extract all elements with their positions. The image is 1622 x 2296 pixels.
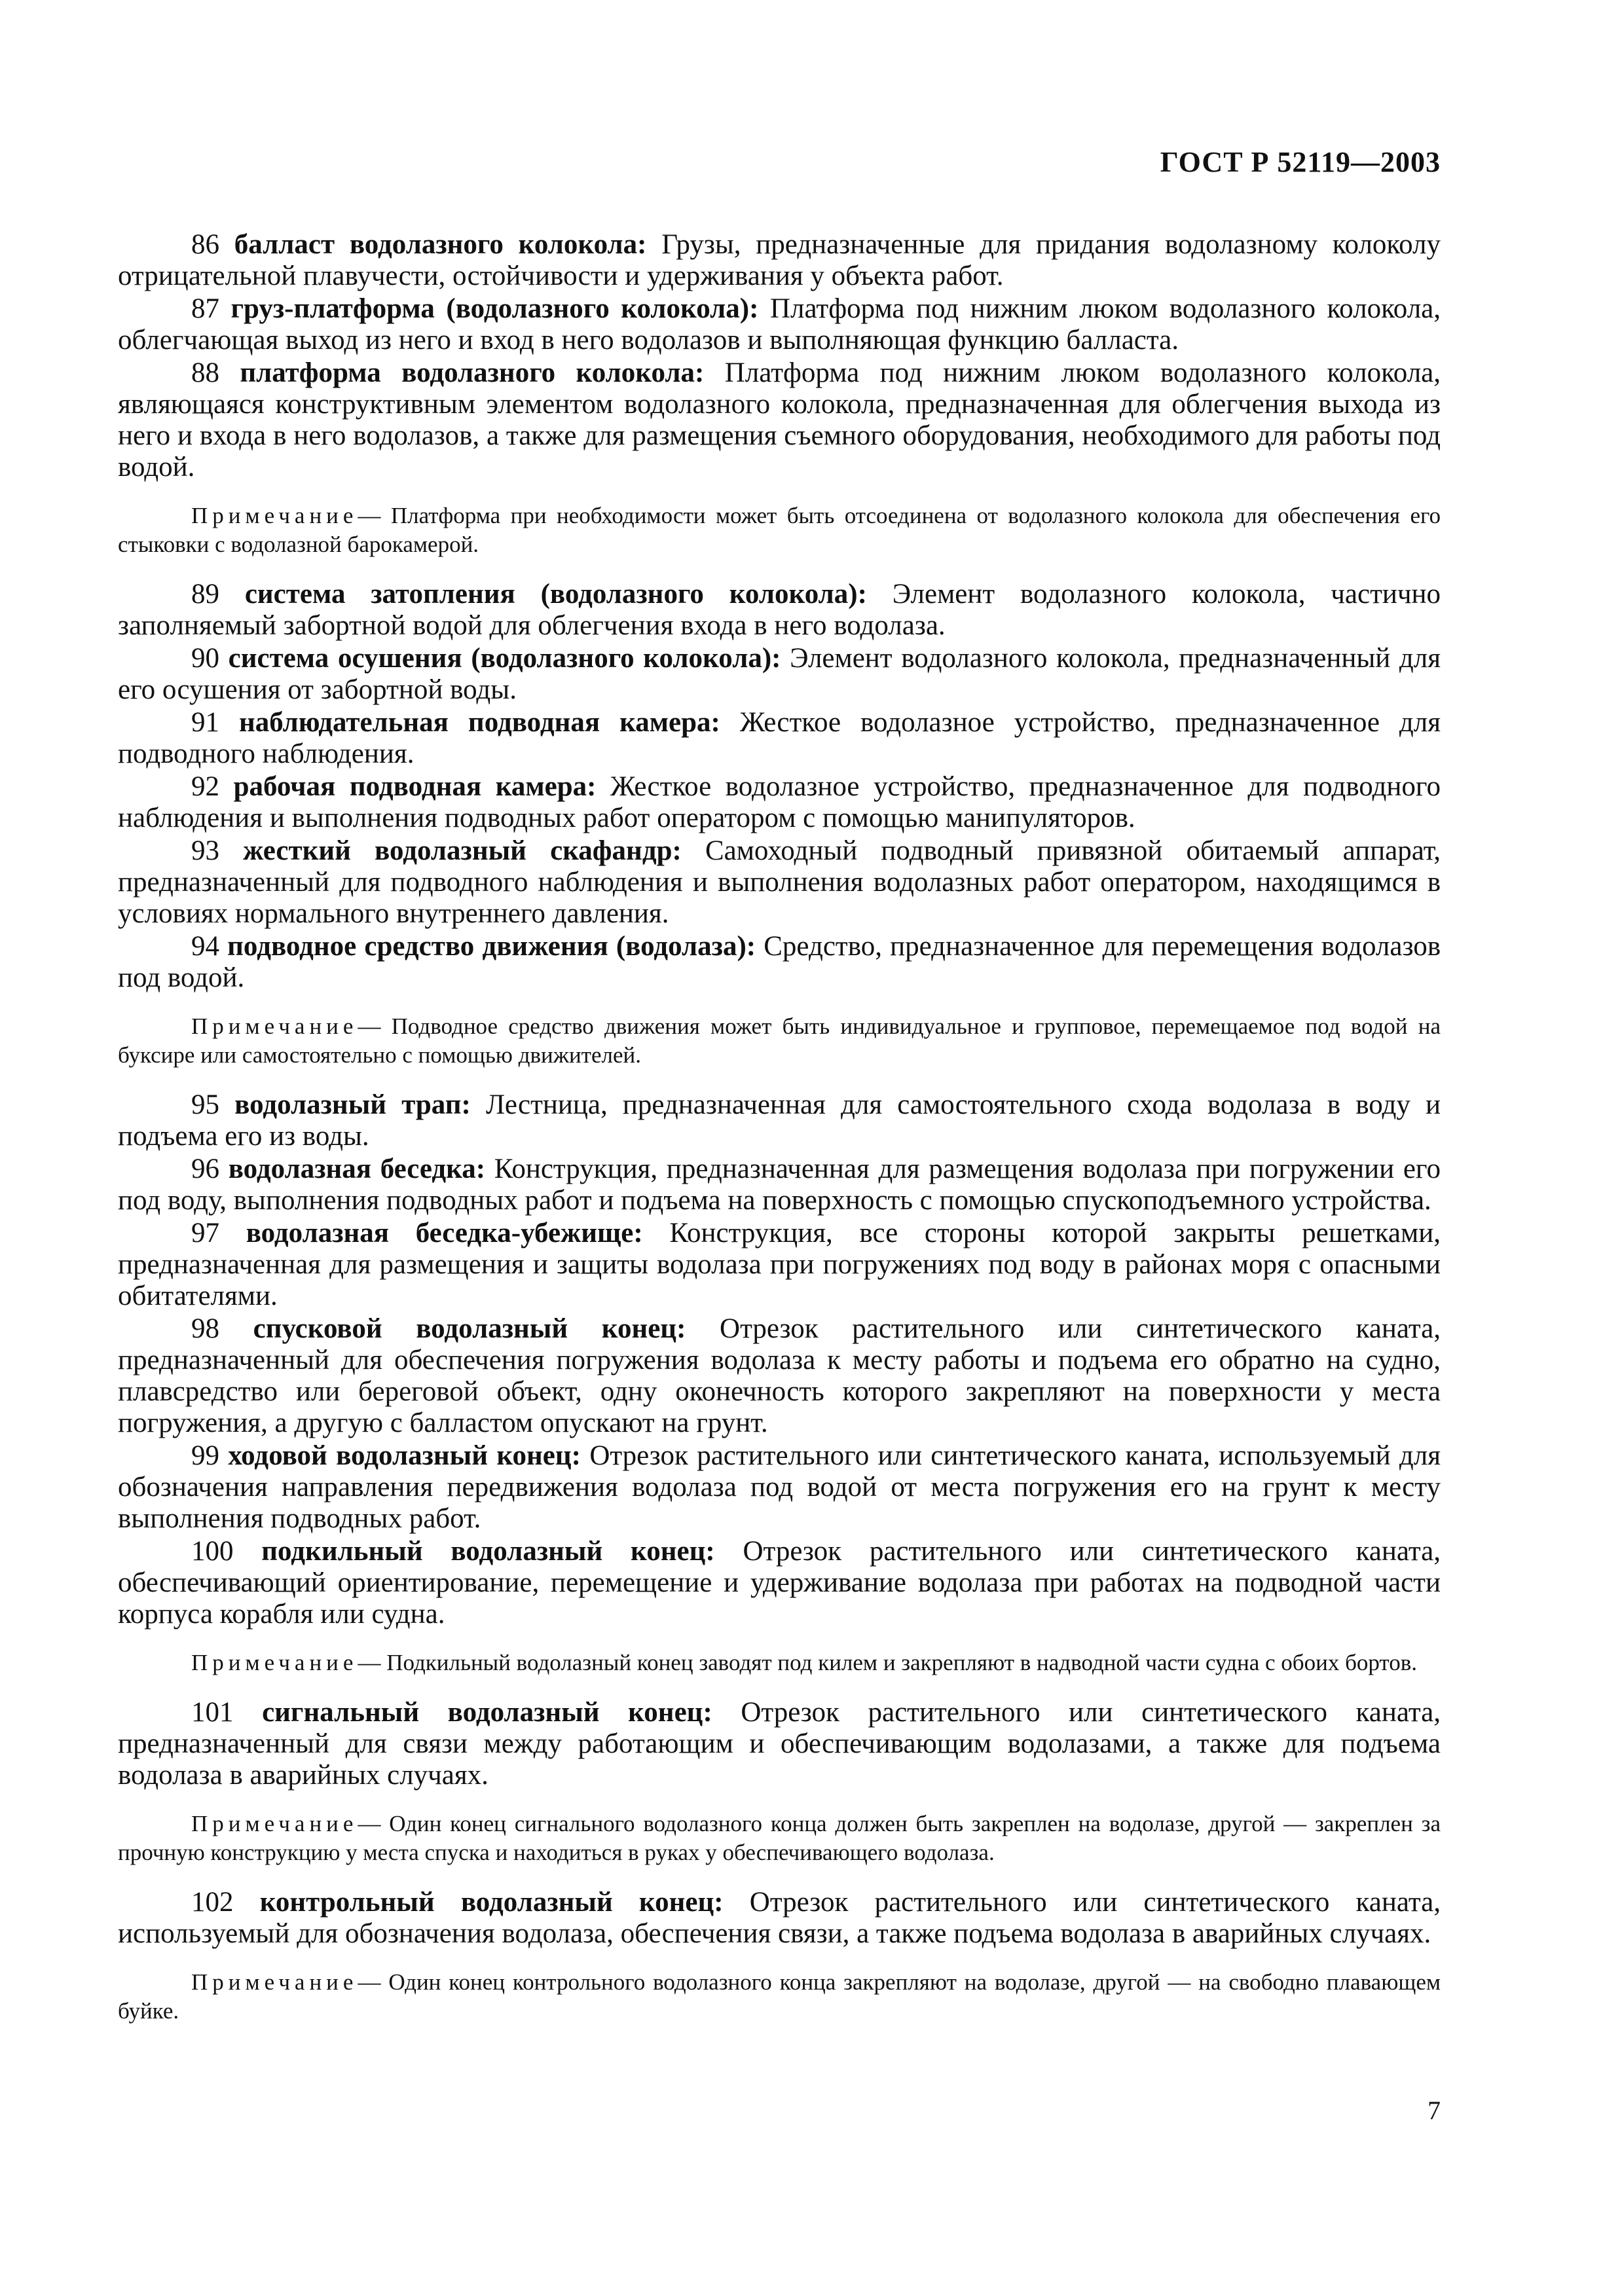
term-number: 87 [191,293,219,324]
term-number: 101 [191,1697,234,1728]
term-number: 93 [191,835,219,866]
term-number: 94 [191,931,219,962]
term-definition: Отрезок растительного или синтетического каната, используемый для обозначения направления передвижения водолаза под водой от места погружения его на грунт к месту выполнения подводных работ. [118,1440,1441,1534]
term-name: подкильный водолазный конец: [261,1536,715,1567]
note-label: Примечание [191,1650,358,1675]
term-entry-95 [118,1089,1441,1152]
term-entry-93 [118,835,1441,930]
term-name: водолазная беседка-убежище: [246,1218,643,1248]
note-text: — Один конец сигнального водолазного конца должен быть закреплен на водолазе, другой — закреплен за прочную конструкцию у места спуска и находиться в руках у обеспечивающего водолаза. [118,1811,1441,1865]
term-name: жесткий водолазный скафандр: [243,835,682,866]
term-definition: Грузы, предназначенные для придания водолазному колоколу отрицательной плавучести, остойчивости и удерживания у объекта работ. [118,229,1441,291]
term-number: 99 [191,1440,219,1471]
term-entry-102 [118,1887,1441,1950]
term-entry-87 [118,293,1441,356]
term-name: контрольный водолазный конец: [259,1887,724,1918]
term-number: 91 [191,707,219,738]
term-name: платформа водолазного колокола: [240,357,705,388]
term-definition: Жесткое водолазное устройство, предназначенное для подводного наблюдения. [118,707,1441,769]
term-entry-86 [118,229,1441,292]
note-text: — Один конец контрольного водолазного конца закрепляют на водолазе, другой — на свободно плавающем буйке. [118,1969,1441,2024]
note-block [118,1968,1441,2026]
term-number: 88 [191,357,219,388]
term-entry-90 [118,643,1441,706]
note-text: — Подкильный водолазный конец заводят под килем и закрепляют в надводной части судна с обоих бортов. [358,1650,1418,1675]
note-label: Примечание [191,1969,358,1995]
document-header: ГОСТ Р 52119—2003 [1160,146,1441,178]
term-definition: Отрезок растительного или синтетического каната, используемый для обозначения водолаза, обеспечения связи, а также подъема водолаза в аварийных случаях. [118,1887,1441,1949]
term-number: 90 [191,643,219,674]
term-definition: Платформа под нижним люком водолазного колокола, облегчающая выход из него и вход в него водолазов и выполняющая функцию балласта. [118,293,1441,355]
note-block [118,1012,1441,1070]
term-name: система осушения (водолазного колокола): [228,643,781,674]
note-block [118,501,1441,559]
term-name: рабочая подводная камера: [233,771,597,802]
term-number: 92 [191,771,219,802]
term-name: система затопления (водолазного колокола): [244,579,867,610]
term-definition: Конструкция, все стороны которой закрыты решетками, предназначенная для размещения и защиты водолаза при погружениях под воду в районах моря с опасными обитателями. [118,1218,1441,1311]
term-number: 95 [191,1089,219,1120]
term-number: 100 [191,1536,234,1567]
term-definition: Отрезок растительного или синтетического каната, предназначенный для обеспечения погружения водолаза к месту работы и подъема его обратно на судно, плавсредство или береговой объект, одну оконечность которого закрепляют на поверхности у места погружения, а другую с балластом опускают на грунт. [118,1313,1441,1438]
term-entry-91 [118,707,1441,770]
page-number: 7 [1428,2096,1441,2125]
term-number: 97 [191,1218,219,1248]
term-definition: Лестница, предназначенная для самостоятельного схода водолаза в воду и подъема его из воды. [118,1089,1441,1152]
term-number: 102 [191,1887,234,1918]
term-name: водолазный трап: [234,1089,471,1120]
term-name: спусковой водолазный конец: [253,1313,686,1344]
note-label: Примечание [191,503,358,528]
term-entry-101 [118,1697,1441,1791]
term-name: ходовой водолазный конец: [228,1440,581,1471]
term-entry-100 [118,1536,1441,1630]
term-name: балласт водолазного колокола: [234,229,647,260]
term-definition: Платформа под нижним люком водолазного колокола, являющаяся конструктивным элементом водолазного колокола, предназначенная для облегчения выхода из него и входа в него водолазов, а также для размещения съемного оборудования, необходимого для работы под водой. [118,357,1441,483]
term-definition: Элемент водолазного колокола, частично заполняемый забортной водой для облегчения входа в него водолаза. [118,579,1441,641]
term-definition: Средство, предназначенное для перемещения водолазов под водой. [118,931,1441,993]
note-label: Примечание [191,1811,358,1836]
note-block [118,1810,1441,1867]
term-number: 96 [191,1154,219,1184]
term-name: подводное средство движения (водолаза): [227,931,756,962]
document-page [118,0,1441,2296]
term-definition: Элемент водолазного колокола, предназначенный для его осушения от забортной воды. [118,643,1441,705]
term-entry-89 [118,579,1441,642]
term-entry-88 [118,357,1441,483]
term-number: 86 [191,229,219,260]
term-entry-97 [118,1218,1441,1312]
term-name: водолазная беседка: [228,1154,486,1184]
term-entry-92 [118,771,1441,834]
note-text: — Платформа при необходимости может быть отсоединена от водолазного колокола для обеспечения его стыковки с водолазной барокамерой. [118,503,1441,557]
note-text: — Подводное средство движения может быть индивидуальное и групповое, перемещаемое под водой на буксире или самостоятельно с помощью движителей. [118,1013,1441,1068]
term-name: наблюдательная подводная камера: [238,707,720,738]
term-definition: Отрезок растительного или синтетического каната, предназначенный для связи между работающим и обеспечивающим водолазами, а также для подъема водолаза в аварийных случаях. [118,1697,1441,1791]
term-definition: Жесткое водолазное устройство, предназначенное для подводного наблюдения и выполнения подводных работ оператором с помощью манипуляторов. [118,771,1441,833]
term-entry-96 [118,1154,1441,1216]
term-definition: Конструкция, предназначенная для размещения водолаза при погружении его под воду, выполнения подводных работ и подъема на поверхность с помощью спускоподъемного устройства. [118,1154,1441,1216]
term-number: 89 [191,579,219,610]
term-entry-99 [118,1440,1441,1535]
term-entry-94 [118,931,1441,994]
document-body [118,229,1441,2045]
note-label: Примечание [191,1013,358,1039]
term-name: сигнальный водолазный конец: [262,1697,712,1728]
term-name: груз-платформа (водолазного колокола): [230,293,759,324]
term-number: 98 [191,1313,219,1344]
term-definition: Самоходный подводный привязной обитаемый аппарат, предназначенный для подводного наблюдения и выполнения водолазных работ оператором, находящимся в условиях нормального внутреннего давления. [118,835,1441,929]
term-entry-98 [118,1313,1441,1439]
term-definition: Отрезок растительного или синтетического каната, обеспечивающий ориентирование, перемещение и удерживание водолаза при работах на подводной части корпуса корабля или судна. [118,1536,1441,1630]
note-block [118,1649,1441,1677]
